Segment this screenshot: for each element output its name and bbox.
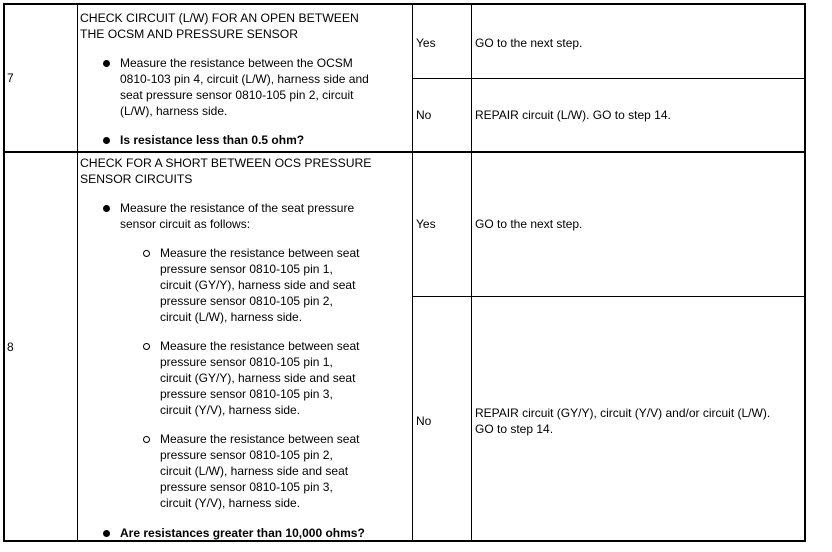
sub-instruction-line: circuit (L/W), harness side. (160, 310, 303, 324)
instruction-line: sensor circuit as follows: (120, 217, 251, 231)
sub-instruction-line: circuit (L/W), harness side and seat (160, 464, 349, 478)
sub-bullet-icon (143, 343, 150, 350)
sub-bullet-icon (143, 436, 150, 443)
sub-instruction-line: pressure sensor 0810-105 pin 1, (160, 262, 333, 276)
instruction-line: Measure the resistance between the OCSM (120, 56, 353, 70)
column-divider (471, 4, 472, 541)
bullet-icon (103, 530, 110, 537)
step-question: Is resistance less than 0.5 ohm? (120, 133, 305, 147)
sub-instruction-line: circuit (Y/V), harness side. (160, 496, 301, 510)
no-action: REPAIR circuit (GY/Y), circuit (Y/V) and/or circuit (L/W). (475, 406, 771, 420)
yes-action: GO to the next step. (475, 217, 583, 231)
no-action: GO to step 14. (475, 422, 554, 436)
sub-instruction-line: Measure the resistance between seat (160, 432, 360, 446)
instruction-line: (L/W), harness side. (120, 104, 228, 118)
sub-instruction-line: pressure sensor 0810-105 pin 3, (160, 480, 333, 494)
no-action: REPAIR circuit (L/W). GO to step 14. (475, 108, 671, 122)
step-question: Are resistances greater than 10,000 ohms? (120, 526, 365, 540)
sub-instruction-line: circuit (GY/Y), harness side and seat (160, 371, 356, 385)
sub-instruction-line: circuit (Y/V), harness side. (160, 403, 301, 417)
row-divider (413, 78, 805, 79)
bullet-icon (103, 60, 110, 67)
sub-instruction-line: Measure the resistance between seat (160, 339, 360, 353)
step-title: THE OCSM AND PRESSURE SENSOR (80, 27, 299, 41)
instruction-line: 0810-103 pin 4, circuit (L/W), harness side and (120, 72, 369, 86)
yes-label: Yes (416, 217, 436, 231)
instruction-line: seat pressure sensor 0810-105 pin 2, circuit (120, 88, 354, 102)
sub-instruction-line: pressure sensor 0810-105 pin 2, (160, 294, 333, 308)
bullet-icon (103, 205, 110, 212)
step-title: CHECK FOR A SHORT BETWEEN OCS PRESSURE (80, 156, 372, 170)
step-number: 8 (7, 340, 14, 354)
yes-label: Yes (416, 36, 436, 50)
yes-action: GO to the next step. (475, 36, 583, 50)
step-number: 7 (7, 71, 14, 85)
bullet-icon (103, 137, 110, 144)
no-label: No (416, 414, 432, 428)
instruction-line: Measure the resistance of the seat pressure (120, 201, 355, 215)
column-divider (77, 4, 78, 541)
sub-bullet-icon (143, 250, 150, 257)
no-label: No (416, 108, 432, 122)
column-divider (412, 4, 413, 541)
row-divider (413, 296, 805, 297)
step-title: SENSOR CIRCUITS (80, 172, 193, 186)
sub-instruction-line: Measure the resistance between seat (160, 246, 360, 260)
sub-instruction-line: circuit (GY/Y), harness side and seat (160, 278, 356, 292)
sub-instruction-line: pressure sensor 0810-105 pin 3, (160, 387, 333, 401)
sub-instruction-line: pressure sensor 0810-105 pin 2, (160, 448, 333, 462)
step-title: CHECK CIRCUIT (L/W) FOR AN OPEN BETWEEN (80, 11, 359, 25)
row-divider (4, 151, 805, 153)
sub-instruction-line: pressure sensor 0810-105 pin 1, (160, 355, 333, 369)
